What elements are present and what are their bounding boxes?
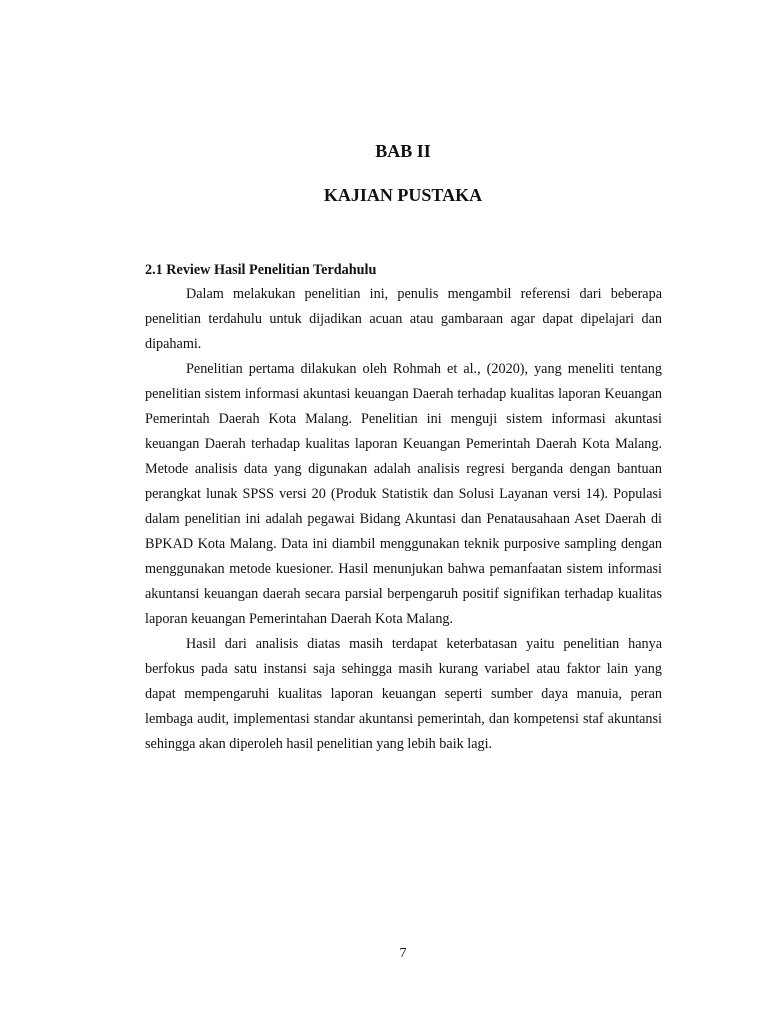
- chapter-title: KAJIAN PUSTAKA: [323, 185, 483, 205]
- section-heading: 2.1 Review Hasil Penelitian Terdahulu: [145, 262, 377, 278]
- page-number: 7: [399, 946, 407, 961]
- paragraph-2: Penelitian pertama dilakukan oleh Rohmah et al., (2020), yang meneliti tentang penelitian sistem informasi akuntasi keuangan Daerah terhadap kualitas laporan Keuangan Pemerintah Daerah Kota Malang. Penelitian ini menguji sistem informasi akuntasi keuangan Daerah terhadap kualitas laporan Keuangan Pemerintah Daerah Kota Malang. Metode analisis data yang digunakan adalah analisis regresi berganda dengan bantuan perangkat lunak SPSS versi 20 (Produk Statistik dan Solusi Layanan versi 14). Populasi dalam penelitian ini adalah pegawai Bidang Akuntasi dan Penatausahaan Aset Daerah di BPKAD Kota Malang. Data ini diambil menggunakan teknik purposive sampling dengan menggunakan metode kuesioner. Hasil menunjukan bahwa pemanfaatan sistem informasi akuntansi keuangan daerah secara parsial berpengaruh positif signifikan terhadap kualitas laporan keuangan Pemerintahan Daerah Kota Malang.: [145, 361, 662, 627]
- chapter-number: BAB II: [375, 141, 431, 161]
- paragraph-3: Hasil dari analisis diatas masih terdapat keterbatasan yaitu penelitian hanya berfokus pada satu instansi saja sehingga masih kurang variabel atau faktor lain yang dapat mempengaruhi kualitas laporan keuangan seperti sumber daya manuia, peran lembaga audit, implementasi standar akuntansi pemerintah, dan kompetensi staf akuntansi sehingga akan diperoleh hasil penelitian yang lebih baik lagi.: [145, 636, 662, 752]
- paragraph-1: Dalam melakukan penelitian ini, penulis mengambil referensi dari beberapa penelitian terdahulu untuk dijadikan acuan atau gambaraan agar dapat dipelajari dan dipahami.: [145, 286, 662, 352]
- section-body: [145, 258, 662, 757]
